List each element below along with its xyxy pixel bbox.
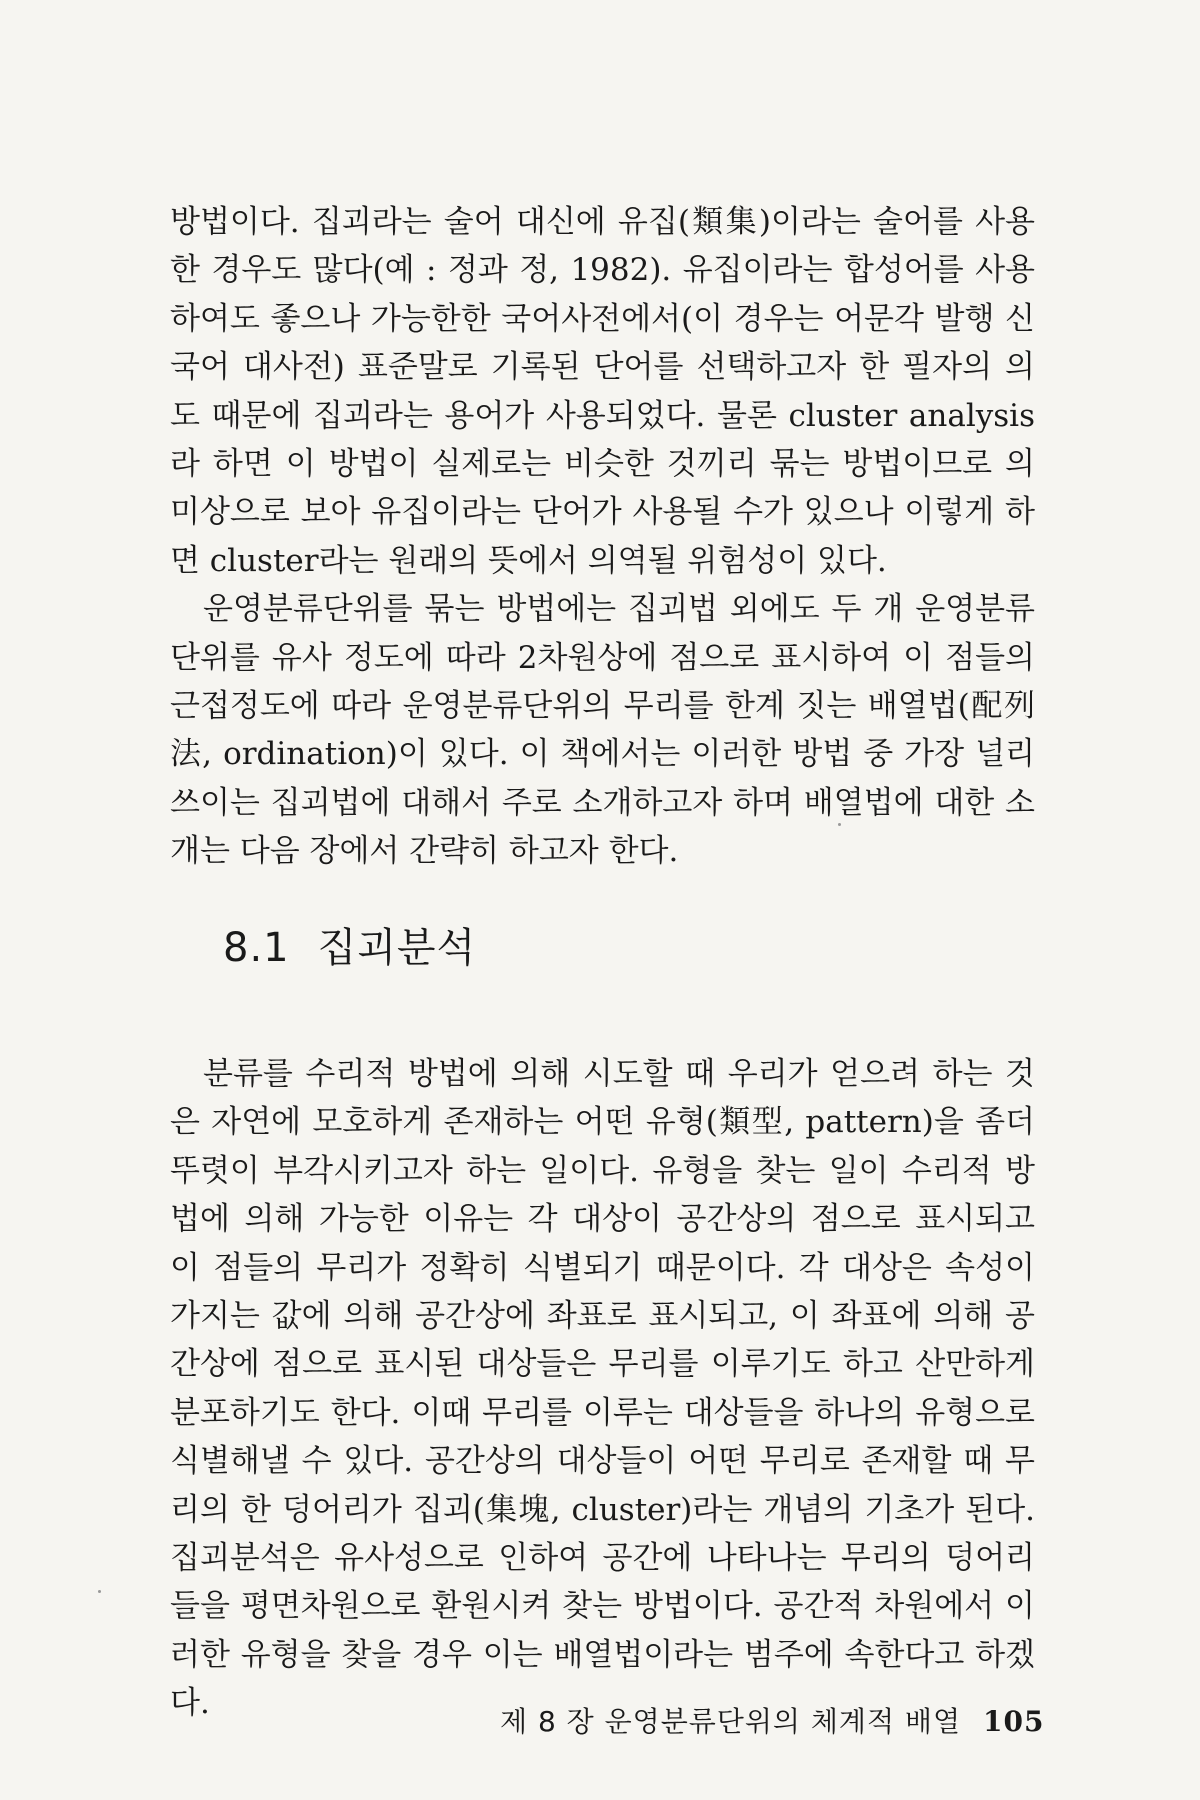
paragraph: 분류를 수리적 방법에 의해 시도할 때 우리가 얻으려 하는 것은 자연에 모호하게 존재하는 어떤 유형(類型, pattern)을 좀더 뚜렷이 부각시키고자 하는 일이다. 유형을 찾는 일이 수리적 방법에 의해 가능한 이유는 각 대상이 공간상의 점으로 표시되고 이 점들의 무리가 정확히 식별되기 때문이다. 각 대상은 속성이 가지는 값에 의해 공간상에 좌표로 표시되고, 이 좌표에 의해 공간상에 점으로 표시된 대상들은 무리를 이루기도 하고 산만하게 분포하기도 한다. 이때 무리를 이루는 대상들을 하나의 유형으로 식별해낼 수 있다. 공간상의 대상들이 어떤 무리로 존재할 때 무리의 한 덩어리가 집괴(集塊, cluster)라는 개념의 기초가 된다. 집괴분석은 유사성으로 인하여 공간에 나타나는 무리의 덩어리들을 평면차원으로 환원시켜 찾는 방법이다. 공간적 차원에서 이러한 유형을 찾을 경우 이는 배열법이라는 범주에 속한다고 하겠다. [170,1056,1035,1722]
scan-speck [98,1590,101,1593]
scan-speck [838,823,841,826]
body-text-bottom [170,1050,1035,1728]
running-footer [500,1700,1044,1740]
section-number: 8.1 [223,925,290,971]
body-text-top [170,198,1035,876]
paragraph: 방법이다. 집괴라는 술어 대신에 유집(類集)이라는 술어를 사용한 경우도 많다(예 : 정과 정, 1982). 유집이라는 합성어를 사용하여도 좋으나 가능한한 국어사전에서(이 경우는 어문각 발행 신국어 대사전) 표준말로 기록된 단어를 선택하고자 한 필자의 의도 때문에 집괴라는 용어가 사용되었다. 물론 cluster analysis라 하면 이 방법이 실제로는 비슷한 것끼리 묶는 방법이므로 의미상으로 보아 유집이라는 단어가 사용될 수가 있으나 이렇게 하면 cluster라는 원래의 뜻에서 의역될 위험성이 있다. [170,204,1035,579]
page-number: 105 [983,1705,1045,1738]
section-heading [223,916,476,973]
section-title: 집괴분석 [317,925,477,971]
chapter-label: 제 8 장 운영분류단위의 체계적 배열 [500,1705,961,1738]
paragraph: 운영분류단위를 묶는 방법에는 집괴법 외에도 두 개 운영분류단위를 유사 정도에 따라 2차원상에 점으로 표시하여 이 점들의 근접정도에 따라 운영분류단위의 무리를 한계 짓는 배열법(配列法, ordination)이 있다. 이 책에서는 이러한 방법 중 가장 널리 쓰이는 집괴법에 대해서 주로 소개하고자 하며 배열법에 대한 소개는 다음 장에서 간략히 하고자 한다. [170,591,1035,870]
